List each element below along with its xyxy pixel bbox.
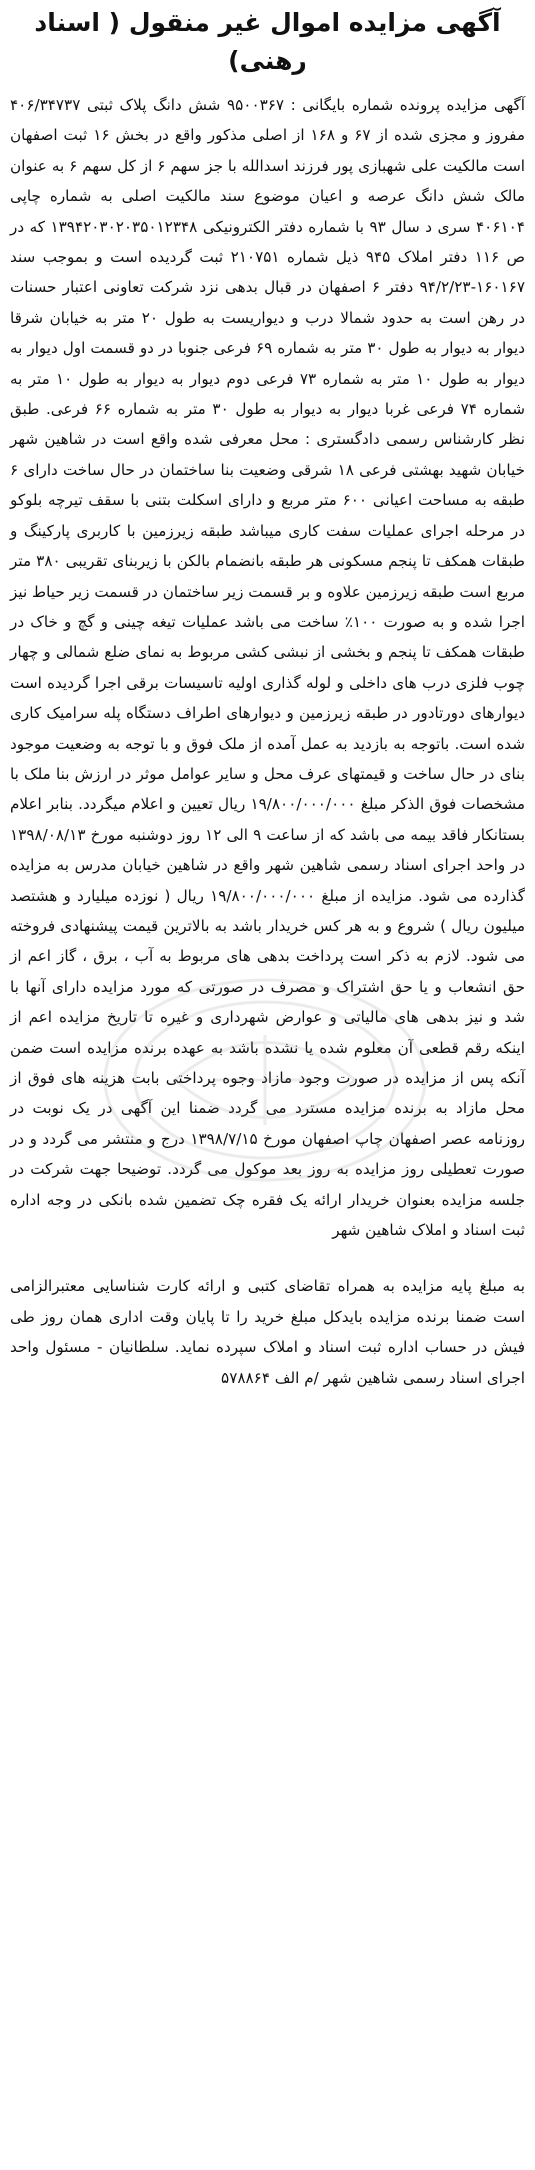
notice-body: آگهی مزایده پرونده شماره بایگانی : ۹۵۰۰۳۶۷ شش دانگ پلاک ثبتی ۴۰۶/۳۴۷۳۷ مفروز و مجزی شده از ۶۷ و ۱۶۸ از اصلی مذکور واقع در بخش ۱۶ ثبت اصفهان است مالکیت علی شهبازی پور فرزند اسدالله با جز سهم ۶ از کل سهم ۶ به عنوان مالک شش دانگ عرصه و اعیان موضوع سند مالکیت اصلی به شماره چاپی ۴۰۶۱۰۴ سری د سال ۹۳ با شماره دفتر الکترونیکی ۱۳۹۴۲۰۳۰۲۰۳۵۰۱۲۳۴۸ که در ص ۱۱۶ دفتر املاک ۹۴۵ ذیل شماره ۲۱۰۷۵۱ ثبت گردیده است و بموجب سند ۱۶۰۱۶۷-۹۴/۲/۲۳ دفتر ۶ اصفهان در قبال بدهی نزد شرکت تعاونی اعتبار حسنات در رهن است به حدود شمالا درب و دیواریست به طول ۲۰ متر به خیابان شرقا دیوار به دیوار به طول ۳۰ متر به شماره ۶۹ فرعی جنوبا در دو قسمت اول دیوار به دیوار به طول ۱۰ متر به شماره ۷۳ فرعی دوم دیوار به دیوار به طول ۱۰ متر به شماره ۷۴ فرعی غربا دیوار به دیوار به طول ۳۰ متر به شماره ۶۶ فرعی. طبق نظر کارشناس رسمی دادگستری : محل معرفی شده واقع است در شاهین شهر خیابان شهید بهشتی فرعی ۱۸ شرقی وضعیت بنا ساختمان در حال ساخت دارای ۶ طبقه به مساحت اعیانی ۶۰۰ متر مربع و دارای اسکلت بتنی با سقف تیرچه بلوکو در مرحله اجرای عملیات سفت کاری میباشد طبقه زیرزمین با کاربری پارکینگ و طبقات همکف تا پنجم مسکونی هر طبقه بانضمام بالکن با زیربنای تقریبی ۳۸۰ متر مربع است طبقه زیرزمین علاوه و بر قسمت زیر ساختمان در قسمت زیر حیاط نیز اجرا شده و به صورت ۱۰۰٪ ساخت می باشد عملیات تیغه چینی و گچ و خاک در طبقات همکف تا پنجم و بخشی از نبشی کشی مربوط به نمای ضلع شمالی و چهار چوب فلزی درب های داخلی و لوله گذاری اولیه تاسیسات برقی اجرا گردیده است دیوارهای دورتادور در طبقه زیرزمین و دیوارهای اطراف دستگاه پله سرامیک کاری شده است. باتوجه به بازدید به عمل آمده از ملک فوق و با توجه به وضعیت موجود بنای در حال ساخت و قیمتهای عرف محل و سایر عوامل موثر در ارزش بنا ملک با مشخصات فوق الذکر مبلغ ۱۹/۸۰۰/۰۰۰/۰۰۰ ریال تعیین و اعلام میگردد. بنابر اعلام بستانکار فاقد بیمه می باشد که از ساعت ۹ الی ۱۲ روز دوشنبه مورخ ۱۳۹۸/۰۸/۱۳ در واحد اجرای اسناد رسمی شاهین شهر واقع در شاهین خیابان مدرس به مزایده گذارده می شود. مزایده از مبلغ ۱۹/۸۰۰/۰۰۰/۰۰۰ ریال ( نوزده میلیارد و هشتصد میلیون ریال ) شروع و به هر کس خریدار باشد به بالاترین قیمت پیشنهادی فروخته می شود. لازم به ذکر است پرداخت بدهی های مربوط به آب ، برق ، گاز اعم از حق انشعاب و یا حق اشتراک و مصرف در صورتی که مورد مزایده دارای آنها با شد و نیز بدهی های مالیاتی و عوارض شهرداری و غیره تا تاریخ مزایده اعم از اینکه رقم قطعی آن معلوم شده یا نشده باشد به عهده برنده مزایده است ضمن آنکه پس از مزایده در صورت وجود مازاد وجوه پرداختی بابت هزینه های فوق از محل مازاد به برنده مزایده مسترد می گردد ضمنا این آگهی در یک نوبت در روزنامه عصر اصفهان چاپ اصفهان مورخ ۱۳۹۸/۷/۱۵ درج و منتشر می گردد و در صورت تعطیلی روز مزایده به روز بعد موکول می گردد. توضیحا جهت شرکت در جلسه مزایده بعنوان خریدار ارائه یک فقره چک تضمین شده بانکی در وجه اداره ثبت اسناد و املاک شاهین شهر bbox=[10, 96, 526, 1240]
notice-footer: به مبلغ پایه مزایده به همراه تقاضای کتبی و ارائه کارت شناسایی معتبرالزامی است ضمنا برنده مزایده بایدکل مبلغ خرید را تا پایان وقت اداری همان روز طی فیش در حساب اداره ثبت اسناد و املاک سپرده نماید. سلطانیان - مسئول واحد اجرای اسناد رسمی شاهین شهر /م الف ۵۷۸۸۶۴ bbox=[10, 1277, 525, 1387]
notice-title: آگهی مزایده اموال غیر منقول ( اسناد رهنی) bbox=[34, 8, 501, 75]
